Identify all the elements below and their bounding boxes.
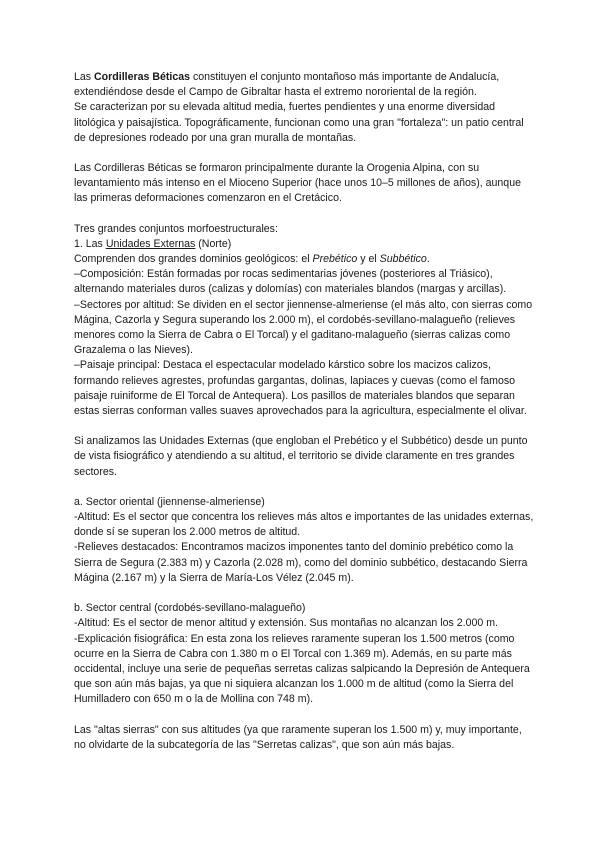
domain-prebetico: Prebético (312, 253, 358, 266)
analysis-paragraph: Si analizamos las Unidades Externas (que engloban el Prebético y el Subbético) desde un punto de vista fisiográfico y atendiendo a su altitud, el territorio se divide claramente en tres grandes sectores. (74, 435, 528, 478)
sector-b-altitude: -Altitud: Es el sector de menor altitud y extensión. Sus montañas no alcanzan los 2.000 m. (74, 617, 498, 630)
units-heading: Tres grandes conjuntos morfoestructurales: (74, 222, 278, 235)
domains-prefix: Comprenden dos grandes dominios geológicos: el (74, 253, 313, 266)
units-item-suffix: (Norte) (195, 237, 232, 250)
units-composition: –Composición: Están formadas por rocas sedimentarias jóvenes (posteriores al Triásico), alternando materiales duros (calizas y dolomías) con materiales blandos (margas y arcillas). (74, 268, 507, 296)
sector-a-reliefs: -Relieves destacados: Encontramos macizos imponentes tanto del dominio prebético como la Sierra de Segura (2.383 m) y Cazorla (2.028 m), como del dominio subbético, destacando Sierra Mágina (2.167 m) y la Sierra de María-Los Vélez (2.045 m). (74, 541, 528, 584)
units-item-underlined: Unidades Externas (105, 237, 196, 250)
closing-paragraph: Las "altas sierras" con sus altitudes (ya que raramente superan los 1.500 m) y, muy importante, no olvidarte de la subcategoría de las "Serretas calizas", que son aún más bajas. (74, 723, 522, 751)
sector-a-altitude: -Altitud: Es el sector que concentra los relieves más altos e importantes de las unidades externas, donde sí se superan los 2.000 metros de altitud. (74, 511, 534, 539)
domain-subbetico: Subbético (379, 253, 427, 266)
intro-paragraph (74, 70, 536, 100)
domains-end: . (426, 253, 430, 266)
sector-a-title: a. Sector oriental (jiennense-almeriense) (74, 495, 265, 508)
domains-mid: y el (357, 253, 380, 266)
units-landscape: –Paisaje principal: Destaca el espectacular modelado kárstico sobre los macizos calizos, formando relieves agrestes, profundas gargantas, dolinas, lapiaces y cuevas (como el famoso paisaje ruiniforme de El Torcal de Antequera). Los pasillos de materiales blandos que separan estas sierras conforman valles suaves aprovechados para la agricultura, especialmente el olivar. (74, 359, 527, 418)
intro-rest: constituyen el conjunto montañoso más importante de Andalucía, extendiéndose desde el Campo de Gibraltar hasta el extremo nororiental de la región. (74, 71, 500, 99)
intro-prefix: Las (74, 71, 95, 83)
units-item-prefix: 1. Las (74, 237, 106, 250)
units-sectors: –Sectores por altitud: Se dividen en el sector jiennense-almeriense (el más alto, con sierras como Mágina, Cazorla y Segura superando los 2.000 m), el cordobés-sevillano-malagueño (relieves menores como la Sierra de Cabra o El Torcal) y el gaditano-malagueño (sierras calizas como Grazalema o las Nieves). (74, 298, 533, 357)
formation-paragraph: Las Cordilleras Béticas se formaron principalmente durante la Orogenia Alpina, con su levantamiento más intenso en el Mioceno Superior (hace unos 10–5 millones de años), aunque las primeras deformaciones comenzaron en el Cretácico. (74, 162, 521, 205)
document-body (74, 70, 536, 753)
intro-line2: Se caracterizan por su elevada altitud media, fuertes pendientes y una enorme diversidad litológica y paisajística. Topográficamente, funcionan como una gran "fortaleza": un patio central de depresiones rodeado por una gran muralla de montañas. (74, 101, 524, 144)
sector-b-physio: -Explicación fisiográfica: En esta zona los relieves raramente superan los 1.500 metros (como ocurre en la Sierra de Cabra con 1.380 m o El Torcal con 1.369 m). Además, en su parte más occidental, incluye una serie de pequeñas serretas calizas salpicando la Depresión de Antequera que son aún más bajas, ya que ni siquiera alcanzan los 1.000 m de altitud (como la Sierra del Humilladero con 650 m o la de Mollina con 748 m). (74, 632, 530, 706)
intro-bold-term: Cordilleras Béticas (94, 71, 191, 83)
sector-b-title: b. Sector central (cordobés-sevillano-malagueño) (74, 602, 306, 615)
units-domains (74, 252, 536, 267)
units-item-title (74, 237, 536, 252)
